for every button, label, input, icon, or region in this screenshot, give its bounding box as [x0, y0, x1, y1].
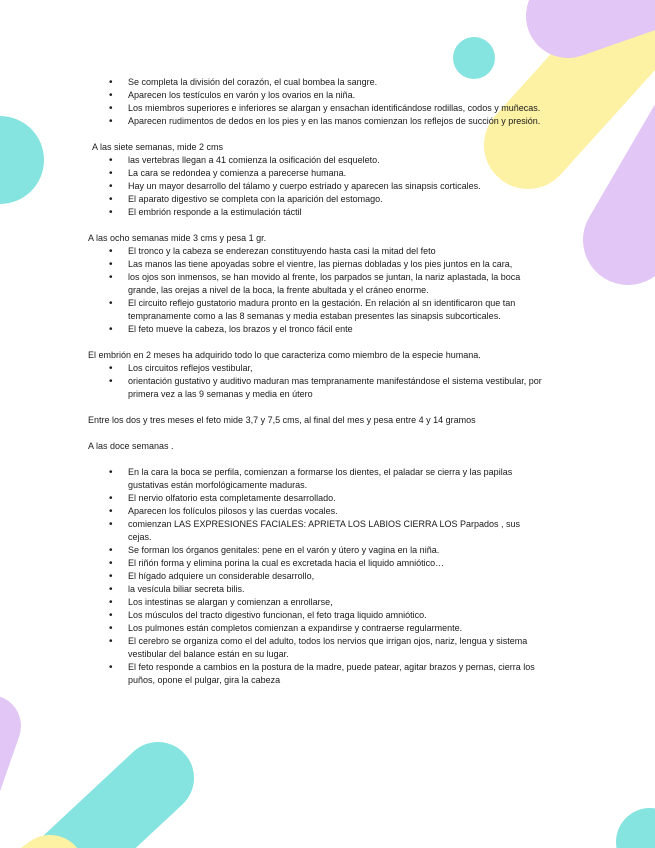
bullet-list-seven-weeks: [88, 154, 543, 219]
bullet-list-eight-weeks: [88, 245, 543, 336]
list-item: • la vesícula biliar secreta bilis.: [128, 583, 543, 596]
list-item: • Se forman los órganos genitales: pene en el varón y útero y vagina en la niña.: [128, 544, 543, 557]
list-item: • los ojos son inmensos, se han movido al frente, los parpados se juntan, la nariz aplastada, la boca grande, las orejas a nivel de la boca, la frente abultada y el cráneo enorme.: [128, 271, 543, 297]
bullet-list-two-months: [88, 362, 543, 401]
list-item: • Los circuitos reflejos vestibular,: [128, 362, 543, 375]
bullet-list-twelve-weeks: [88, 466, 543, 687]
list-item: • El feto mueve la cabeza, los brazos y el tronco fácil ente: [128, 323, 543, 336]
list-item: • La cara se redondea y comienza a parecerse humana.: [128, 167, 543, 180]
list-item: • Hay un mayor desarrollo del tálamo y cuerpo estriado y aparecen las sinapsis corticales.: [128, 180, 543, 193]
list-item: • En la cara la boca se perfila, comienzan a formarse los dientes, el paladar se cierra y las papilas gustativas están morfológicamente maduras.: [128, 466, 543, 492]
section-heading: A las ocho semanas mide 3 cms y pesa 1 gr.: [88, 233, 267, 243]
list-item: • El circuito reflejo gustatorio madura pronto en la gestación. En relación al sn identificaron que tan tempranamente como a las 8 semanas y media estaban presentes las sinapsis subcorticales.: [128, 297, 543, 323]
list-item: • Aparecen los folículos pilosos y las cuerdas vocales.: [128, 505, 543, 518]
list-item: • Se completa la división del corazón, el cual bombea la sangre.: [128, 76, 543, 89]
document-body: [88, 76, 543, 687]
list-item: • orientación gustativo y auditivo maduran mas tempranamente manifestándose el sistema vestibular, por primera vez a las 9 semanas y media en útero: [128, 375, 543, 401]
list-item: • El riñón forma y elimina porina la cual es excretada hacia el liquido amniótico…: [128, 557, 543, 570]
list-item: • Los músculos del tracto digestivo funcionan, el feto traga liquido amniótico.: [128, 609, 543, 622]
list-item: • El nervio olfatorio esta completamente desarrollado.: [128, 492, 543, 505]
section-heading: A las siete semanas, mide 2 cms: [92, 142, 224, 152]
list-item: • El feto responde a cambios en la postura de la madre, puede patear, agitar brazos y pernas, cierra los puños, opone el pulgar, gira la cabeza: [128, 661, 543, 687]
list-item: • Los miembros superiores e inferiores se alargan y ensachan identificándose rodillas, codos y muñecas.: [128, 102, 543, 115]
list-item: • Las manos las tiene apoyadas sobre el vientre, las piernas dobladas y los pies juntos en la cara,: [128, 258, 543, 271]
bullet-list-intro: [88, 76, 543, 128]
list-item: • El tronco y la cabeza se enderezan constituyendo hasta casi la mitad del feto: [128, 245, 543, 258]
list-item: • El cerebro se organiza como el del adulto, todos los nervios que irrigan ojos, nariz, lengua y sistema vestibular del balance están en su lugar.: [128, 635, 543, 661]
list-item: • Aparecen los testículos en varón y los ovarios en la niña.: [128, 89, 543, 102]
list-item: • Aparecen rudimentos de dedos en los pies y en las manos comienzan los reflejos de succión y presión.: [128, 115, 543, 128]
cyan-dot-top: [453, 37, 495, 79]
cyan-circle-bottom-right: [616, 808, 655, 848]
list-item: • Los intestinas se alargan y comienzan a enrollarse,: [128, 596, 543, 609]
purple-pill-top: [568, 0, 655, 16]
section-paragraph: Entre los dos y tres meses el feto mide 3,7 y 7,5 cms, al final del mes y pesa entre 4 y 14 gramos: [88, 415, 476, 425]
section-heading: A las doce semanas .: [88, 441, 174, 451]
list-item: • las vertebras llegan a 41 comienza la osificación del esqueleto.: [128, 154, 543, 167]
list-item: • comienzan LAS EXPRESIONES FACIALES: APRIETA LOS LABIOS CIERRA LOS Parpados , sus cejas.: [128, 518, 543, 544]
cyan-half-circle-left: [0, 116, 44, 204]
list-item: • El hígado adquiere un considerable desarrollo,: [128, 570, 543, 583]
purple-pill-right: [628, 82, 655, 240]
list-item: • El embrión responde a la estimulación táctil: [128, 206, 543, 219]
list-item: • Los pulmones están completos comienzan a expandirse y contraerse regularmente.: [128, 622, 543, 635]
list-item: • El aparato digestivo se completa con la aparición del estomago.: [128, 193, 543, 206]
section-heading: El embrión en 2 meses ha adquirido todo lo que caracteriza como miembro de la especie humana.: [88, 350, 481, 360]
